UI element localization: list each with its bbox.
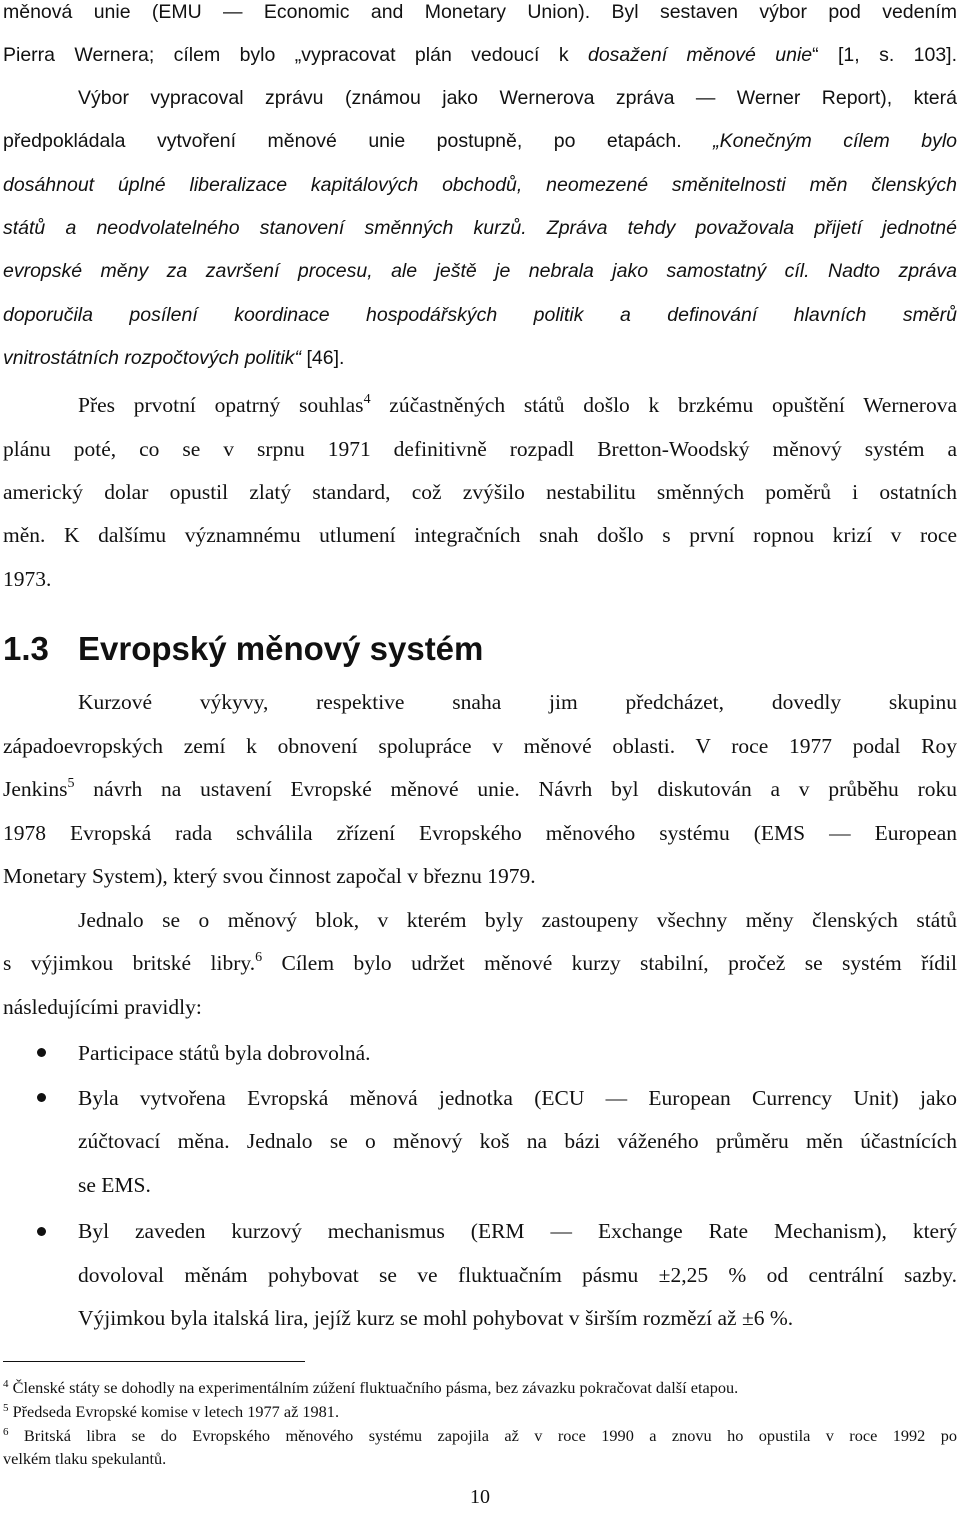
list-item-3-line-3: Výjimkou byla italská lira, jejíž kurz se mohl pohybovat v širším rozmězí až ±6 %. [78,1306,794,1330]
footnote-5: $^5$ Předseda Evropské komise v letech 1977 až 1981. [3,1402,340,1421]
list-item-2-line-2: zúčtovací měna. Jednalo se o měnový koš na bázi váženého průměru měn účastnících [78,1129,957,1153]
paragraph-1-line-2: Pierra Wernera; cílem bylo „vypracovat plán vedoucí k dosažení měnové unie“ [1, s. 103]. [3,44,958,66]
paragraph-2-line-4: států a neodvolatelného stanovení směnných kurzů. Zpráva tehdy považovala přijetí jednotné [3,217,957,239]
footnote-6-continuation: velkém tlaku spekulantů. [3,1449,167,1468]
list-item-2-line-1: Byla vytvořena Evropská měnová jednotka (ECU — European Currency Unit) jako [78,1086,957,1110]
paragraph-2-line-7: vnitrostátních rozpočtových politik“ [46]. [3,347,345,369]
footnote-separator [3,1361,305,1362]
paragraph-3-line-3: americký dolar opustil zlatý standard, což zvýšilo nestabilitu směnných poměrů i ostatních [3,480,957,504]
paragraph-5-line-2: s výjimkou britské libry.$^6$ Cílem bylo udržet měnové kurzy stabilní, pročež se systém řídil [3,950,958,975]
paragraph-3-line-2: plánu poté, co se v srpnu 1971 definitivně rozpadl Bretton-Woodský měnový systém a [3,437,957,461]
paragraph-4-line-1: Kurzové výkyvy, respektive snaha jim předcházet, dovedly skupinu [78,690,957,714]
paragraph-2-line-6: doporučila posílení koordinace hospodářských politik a definování hlavních směrů [3,304,957,326]
list-item-1-line-1: Participace států byla dobrovolná. [78,1041,371,1065]
section-title: Evropský měnový systém [78,630,484,667]
footnote-ref-6[interactable]: 6 [255,950,263,965]
paragraph-4-line-4: 1978 Evropská rada schválila zřízení Evropského měnového systému (EMS — European [3,821,957,845]
paragraph-3-line-1: Přes prvotní opatrný souhlas$^4$ zúčastněných států došlo k brzkému opuštění Wernerova [78,392,957,417]
paragraph-2-line-3: dosáhnout úplné liberalizace kapitálových obchodů, neomezené směnitelnosti měn členských [3,174,957,196]
section-number: 1.3 [3,630,49,667]
footnote-6: $^6$ Britská libra se do Evropského měnového systému zapojila až v roce 1990 a znovu ho opustila v roce 1992 po [3,1426,957,1445]
paragraph-2-line-2: předpokládala vytvoření měnové unie postupně, po etapách. „Konečným cílem bylo [3,130,957,152]
list-item-2-line-3: se EMS. [78,1173,151,1197]
paragraph-3-line-5: 1973. [3,567,52,591]
paragraph-1-line-1: měnová unie (EMU — Economic and Monetary Union). Byl sestaven výbor pod vedením [3,1,957,23]
footnote-ref-4[interactable]: 4 [363,392,371,407]
bullet-icon [37,1093,46,1102]
footnote-4: $^4$ Členské státy se dohodly na experimentálním zúžení fluktuačního pásma, bez závazku pokračovat další etapou. [3,1378,739,1397]
paragraph-2-line-1: Výbor vypracoval zprávu (známou jako Wernerova zpráva — Werner Report), která [78,87,957,109]
paragraph-4-line-3: Jenkins$^5$ návrh na ustavení Evropské měnové unie. Návrh byl diskutován a v průběhu roku [3,776,957,801]
page-number: 10 [470,1486,490,1508]
paragraph-4-line-2: západoevropských zemí k obnovení spolupráce v měnové oblasti. V roce 1977 podal Roy [3,734,957,758]
bullet-icon [37,1227,46,1236]
list-item-3-line-1: Byl zaveden kurzový mechanismus (ERM — Exchange Rate Mechanism), který [78,1219,957,1243]
footnote-ref-5[interactable]: 5 [67,776,75,791]
section-heading [3,624,483,674]
list-item-3-line-2: dovoloval měnám pohybovat se ve fluktuačním pásmu ±2,25 % od centrální sazby. [78,1263,957,1287]
paragraph-5-line-1: Jednalo se o měnový blok, v kterém byly zastoupeny všechny měny členských států [78,908,957,932]
paragraph-4-line-5: Monetary System), který svou činnost započal v březnu 1979. [3,864,536,888]
paragraph-2-line-5: evropské měny za završení procesu, ale ještě je nebrala jako samostatný cíl. Nadto zpráva [3,260,957,282]
paragraph-3-line-4: měn. K dalšímu významnému utlumení integračních snah došlo s první ropnou krizí v roce [3,523,957,547]
paragraph-5-line-3: následujícími pravidly: [3,995,202,1019]
bullet-icon [37,1048,46,1057]
